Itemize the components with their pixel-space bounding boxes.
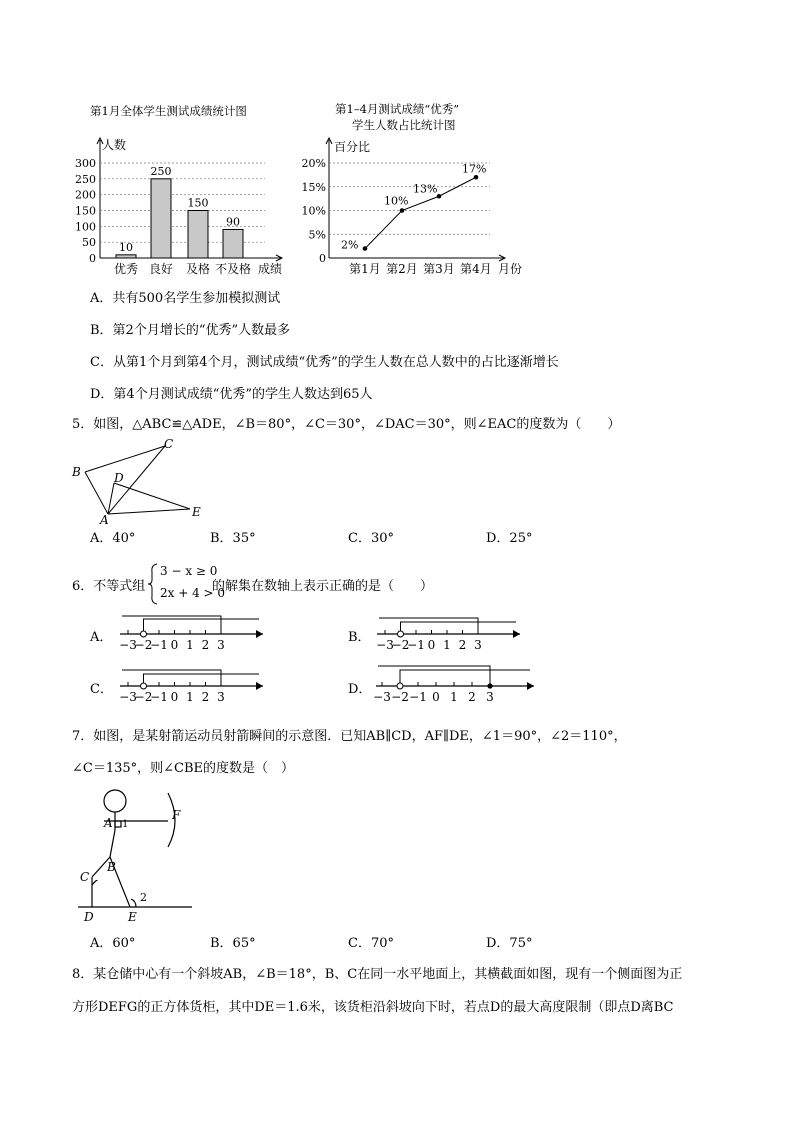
number-line-label: −3 bbox=[373, 690, 391, 704]
bar-y-tick: 300 bbox=[75, 157, 96, 170]
solution-bracket-1 bbox=[401, 622, 517, 631]
q5-label-c: C bbox=[164, 437, 174, 451]
q5-label-b: B bbox=[72, 465, 81, 479]
q6-number-line-a bbox=[115, 614, 275, 656]
solution-bracket-2 bbox=[379, 618, 478, 634]
q7-stem-line1: 7．如图，是某射箭运动员射箭瞬间的示意图．已知AB∥CD，AF∥DE，∠1＝90°，∠2＝110°， bbox=[72, 729, 627, 744]
bar-x-label: 成绩 bbox=[258, 262, 283, 276]
q7-stem-line2: ∠C＝135°，则∠CBE的度数是（ ） bbox=[72, 761, 295, 776]
q6-option-a-letter: A． bbox=[90, 630, 113, 645]
line-y-tick: 15% bbox=[301, 180, 326, 194]
q8-line1: 8．某仓储中心有一个斜坡AB，∠B＝18°，B、C在同一水平地面上，其横截面如图，现有一个侧面图为正 bbox=[72, 967, 683, 982]
number-line-label: 2 bbox=[458, 638, 467, 652]
number-line-label: −2 bbox=[134, 638, 153, 652]
number-line-label: 2 bbox=[201, 690, 210, 704]
number-line-label: 0 bbox=[432, 690, 440, 704]
number-line-label: 1 bbox=[443, 638, 451, 652]
line-y-label: 百分比 bbox=[334, 140, 371, 154]
bar-category-label: 良好 bbox=[148, 262, 174, 276]
bar-2 bbox=[188, 211, 208, 259]
line-y-tick: 5% bbox=[308, 228, 326, 242]
number-line-label: 2 bbox=[201, 638, 210, 652]
open-point bbox=[141, 683, 147, 689]
number-line-label: −2 bbox=[391, 690, 409, 704]
q7-label-1: 1 bbox=[122, 819, 129, 830]
q4-option-a: A．共有500名学生参加模拟测试 bbox=[90, 291, 281, 306]
q5-option-a: A．40° bbox=[90, 531, 136, 546]
bar-y-label: 人数 bbox=[102, 138, 127, 152]
bar-1 bbox=[151, 179, 171, 258]
line-chart-title-1: 第1–4月测试成绩“优秀” bbox=[335, 102, 460, 116]
line-y-tick: 20% bbox=[301, 157, 326, 170]
bar-y-tick: 100 bbox=[75, 220, 96, 234]
line-value-label: 17% bbox=[462, 162, 487, 176]
line-category-label: 第4月 bbox=[460, 262, 492, 276]
bar-value-label: 90 bbox=[226, 215, 240, 229]
bar-y-tick: 250 bbox=[75, 172, 96, 186]
bar-category-label: 及格 bbox=[185, 262, 211, 276]
q7-label-a: A bbox=[104, 816, 113, 830]
q6-stem-prefix: 6．不等式组 bbox=[72, 579, 146, 594]
line-category-label: 第3月 bbox=[423, 262, 455, 276]
bar-y-tick: 0 bbox=[89, 252, 96, 265]
bar-category-label: 优秀 bbox=[113, 262, 139, 276]
line-chart bbox=[300, 135, 540, 278]
line-point-1 bbox=[400, 208, 405, 213]
number-line-label: −1 bbox=[150, 690, 168, 704]
number-line-label: 1 bbox=[450, 690, 458, 704]
line-value-label: 10% bbox=[384, 194, 409, 208]
bar-3 bbox=[223, 230, 243, 259]
number-line-label: −1 bbox=[150, 638, 168, 652]
number-line-label: 0 bbox=[170, 638, 179, 652]
bar-y-tick: 150 bbox=[75, 204, 96, 218]
q7-label-e: E bbox=[128, 910, 137, 924]
bar-0 bbox=[116, 255, 136, 258]
line-point-3 bbox=[474, 175, 479, 180]
q4-option-d: D．第4个月测试成绩“优秀”的学生人数达到65人 bbox=[90, 387, 373, 402]
open-point bbox=[398, 631, 404, 637]
number-line-label: 3 bbox=[486, 690, 494, 704]
number-line-label: −3 bbox=[119, 638, 137, 652]
number-line-label: 1 bbox=[186, 690, 194, 704]
line-value-label: 2% bbox=[341, 238, 359, 252]
q7-option-d: D．75° bbox=[486, 936, 533, 951]
line-point-0 bbox=[363, 246, 368, 251]
q5-label-a: A bbox=[100, 513, 109, 526]
q6-option-d-letter: D． bbox=[348, 682, 372, 697]
q5-option-c: C．30° bbox=[348, 531, 394, 546]
number-line-label: −1 bbox=[409, 690, 427, 704]
q6-option-c-letter: C． bbox=[90, 682, 113, 697]
q7-option-b: B．65° bbox=[210, 936, 256, 951]
q5-label-d: D bbox=[114, 471, 124, 485]
bar-y-tick: 50 bbox=[82, 236, 96, 250]
q6-inequality-1: 3 − x ≥ 0 bbox=[160, 564, 218, 578]
q6-number-line-c bbox=[115, 666, 275, 708]
bar-category-label: 不及格 bbox=[214, 262, 252, 276]
number-line-label: −1 bbox=[407, 638, 425, 652]
q6-number-line-d bbox=[372, 662, 542, 708]
bar-chart bbox=[60, 135, 295, 278]
solution-bracket-1 bbox=[144, 619, 260, 631]
open-point bbox=[397, 683, 403, 689]
q4-option-b: B．第2个月增长的“优秀”人数最多 bbox=[90, 323, 291, 338]
q6-stem-suffix: 的解集在数轴上表示正确的是（ ） bbox=[212, 579, 434, 594]
q5-option-b: B．35° bbox=[210, 531, 256, 546]
q7-label-2: 2 bbox=[140, 891, 147, 904]
line-category-label: 第1月 bbox=[349, 262, 381, 276]
q4-option-c: C．从第1个月到第4个月，测试成绩“优秀”的学生人数在总人数中的占比逐渐增长 bbox=[90, 355, 559, 370]
line-category-label: 第2月 bbox=[386, 262, 418, 276]
number-line-arrow bbox=[527, 682, 534, 690]
q5-option-d: D．25° bbox=[486, 531, 533, 546]
bar-value-label: 10 bbox=[119, 240, 133, 254]
number-line-label: 0 bbox=[170, 690, 179, 704]
q7-label-d: D bbox=[84, 910, 94, 924]
q6-number-line-b bbox=[372, 614, 532, 656]
number-line-label: −3 bbox=[119, 690, 137, 704]
number-line-label: 3 bbox=[217, 690, 225, 704]
q8-line2: 方形DEFG的正方体货柜，其中DE＝1.6米，该货柜沿斜坡向下时，若点D的最大高度限制（即点D离BC bbox=[72, 1000, 674, 1015]
closed-point bbox=[487, 683, 492, 688]
solution-bracket-2 bbox=[122, 670, 221, 686]
q7-archer-figure bbox=[70, 785, 200, 925]
solution-bracket-1 bbox=[400, 670, 530, 683]
line-x-label: 月份 bbox=[498, 262, 523, 276]
solution-bracket-2 bbox=[378, 666, 490, 686]
line-value-label: 13% bbox=[413, 182, 438, 196]
open-point bbox=[141, 631, 147, 637]
solution-bracket-1 bbox=[144, 674, 260, 683]
q7-option-c: C．70° bbox=[348, 936, 394, 951]
number-line-label: 3 bbox=[474, 638, 482, 652]
bar-chart-title: 第1月全体学生测试成绩统计图 bbox=[90, 104, 247, 118]
q6-inequality-2: 2x + 4 > 0 bbox=[160, 586, 226, 600]
number-line-arrow bbox=[256, 630, 263, 638]
number-line-label: −2 bbox=[134, 690, 153, 704]
number-line-label: 0 bbox=[427, 638, 436, 652]
bar-value-label: 250 bbox=[150, 164, 172, 178]
q5-stem: 5．如图，△ABC≌△ADE，∠B＝80°，∠C＝30°，∠DAC＝30°，则∠EAC的度数为（ ） bbox=[72, 417, 621, 432]
number-line-label: 3 bbox=[217, 638, 225, 652]
q7-option-a: A．60° bbox=[90, 936, 136, 951]
number-line-label: 1 bbox=[186, 638, 194, 652]
q7-label-f: F bbox=[172, 808, 181, 822]
q6-option-b-letter: B． bbox=[348, 630, 371, 645]
q5-label-e: E bbox=[192, 505, 201, 519]
number-line-arrow bbox=[256, 682, 263, 690]
line-y-tick: 10% bbox=[301, 204, 326, 218]
q6-brace bbox=[146, 562, 160, 606]
q7-label-c: C bbox=[80, 870, 90, 884]
q5-triangle-figure bbox=[68, 436, 218, 526]
line-y-tick: 0 bbox=[319, 252, 326, 265]
number-line-label: 2 bbox=[468, 690, 476, 704]
line-chart-title-2: 学生人数占比统计图 bbox=[352, 118, 456, 132]
bar-value-label: 150 bbox=[187, 196, 209, 210]
bar-y-tick: 200 bbox=[75, 188, 96, 202]
q7-label-b: B bbox=[107, 860, 116, 874]
number-line-arrow bbox=[513, 630, 520, 638]
number-line-label: −2 bbox=[391, 638, 410, 652]
number-line-label: −3 bbox=[376, 638, 394, 652]
